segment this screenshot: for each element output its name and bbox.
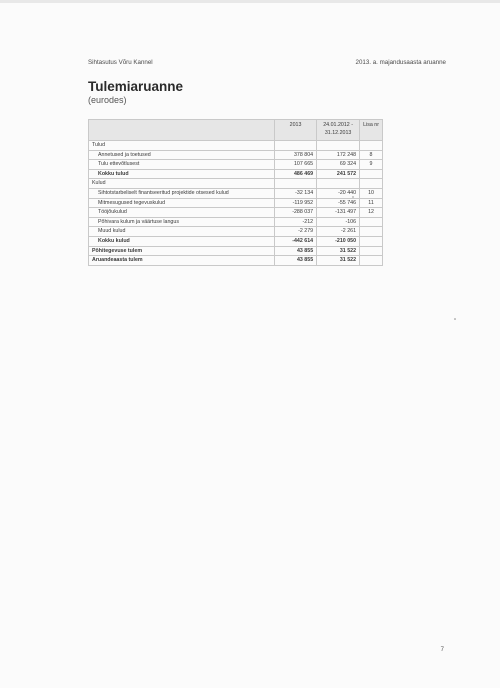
page-title: Tulemiaruanne xyxy=(88,79,184,94)
row-note xyxy=(360,141,383,151)
table-row xyxy=(89,227,383,237)
income-statement-table xyxy=(88,119,383,266)
header-period xyxy=(317,120,360,141)
table-row xyxy=(89,169,383,179)
row-label: Mitmesugused tegevuskulud xyxy=(89,198,275,208)
organization-name: Sihtasutus Võru Kannel xyxy=(88,59,153,66)
row-label: Tulu ettevõtlusest xyxy=(89,160,275,170)
row-label: Põhivara kulum ja väärtuse langus xyxy=(89,217,275,227)
row-value-prior-period: 172 248 xyxy=(317,150,360,160)
row-value-prior-period: 31 522 xyxy=(317,246,360,256)
table-body xyxy=(89,141,383,266)
header-period-line2: 31.12.2013 xyxy=(324,129,352,136)
table-row xyxy=(89,236,383,246)
table-row xyxy=(89,256,383,266)
table-row xyxy=(89,198,383,208)
row-label: Põhitegevuse tulem xyxy=(89,246,275,256)
row-note xyxy=(360,169,383,179)
row-label: Annetused ja toetused xyxy=(89,150,275,160)
table-row xyxy=(89,246,383,256)
scan-speck xyxy=(352,196,354,198)
row-label: Tulud xyxy=(89,141,275,151)
table-row xyxy=(89,179,383,189)
row-value-prior-period: 69 324 xyxy=(317,160,360,170)
row-value-prior-period: -2 261 xyxy=(317,227,360,237)
row-note: 11 xyxy=(360,198,383,208)
row-value-prior-period: -106 xyxy=(317,217,360,227)
page-subtitle: (eurodes) xyxy=(88,95,127,105)
row-value-2013 xyxy=(274,179,316,189)
row-note: 9 xyxy=(360,160,383,170)
row-value-2013: 486 469 xyxy=(274,169,316,179)
header-label-cell xyxy=(89,120,275,141)
row-value-2013: 43 855 xyxy=(274,246,316,256)
row-value-2013: -2 279 xyxy=(274,227,316,237)
row-value-prior-period: -131 497 xyxy=(317,208,360,218)
report-name: 2013. a. majandusaasta aruanne xyxy=(355,59,446,66)
row-label: Muud kulud xyxy=(89,227,275,237)
row-value-prior-period xyxy=(317,141,360,151)
page-number: 7 xyxy=(440,647,444,653)
row-value-2013: -212 xyxy=(274,217,316,227)
row-value-2013: 378 804 xyxy=(274,150,316,160)
row-label: Sihtotstarbeliselt finantseeritud projektide otsesed kulud xyxy=(89,188,275,198)
row-note xyxy=(360,179,383,189)
table-row xyxy=(89,160,383,170)
row-label: Tööjõukulud xyxy=(89,208,275,218)
header-year: 2013 xyxy=(274,120,316,141)
header-period-line1: 24.01.2012 - xyxy=(323,122,353,128)
row-value-2013: -288 037 xyxy=(274,208,316,218)
scan-speck xyxy=(454,318,456,320)
table-row xyxy=(89,208,383,218)
row-label: Aruandeaasta tulem xyxy=(89,256,275,266)
row-note xyxy=(360,217,383,227)
row-note xyxy=(360,227,383,237)
table-row xyxy=(89,217,383,227)
row-value-prior-period xyxy=(317,179,360,189)
header-note: Lisa nr xyxy=(360,120,383,141)
row-note xyxy=(360,246,383,256)
row-label: Kokku kulud xyxy=(89,236,275,246)
row-note: 8 xyxy=(360,150,383,160)
row-note: 10 xyxy=(360,188,383,198)
row-value-prior-period: 241 572 xyxy=(317,169,360,179)
row-value-2013: -119 952 xyxy=(274,198,316,208)
row-value-prior-period: -55 746 xyxy=(317,198,360,208)
row-value-2013: 43 855 xyxy=(274,256,316,266)
row-note: 12 xyxy=(360,208,383,218)
row-value-prior-period: 31 522 xyxy=(317,256,360,266)
table-row xyxy=(89,141,383,151)
row-value-2013: 107 665 xyxy=(274,160,316,170)
table-header xyxy=(89,120,383,141)
row-value-2013: -32 134 xyxy=(274,188,316,198)
row-label: Kokku tulud xyxy=(89,169,275,179)
row-note xyxy=(360,236,383,246)
row-value-prior-period: -20 440 xyxy=(317,188,360,198)
row-value-prior-period: -210 050 xyxy=(317,236,360,246)
row-label: Kulud xyxy=(89,179,275,189)
row-value-2013 xyxy=(274,141,316,151)
row-note xyxy=(360,256,383,266)
header-row xyxy=(89,120,383,141)
table-row xyxy=(89,150,383,160)
table-row xyxy=(89,188,383,198)
scan-edge xyxy=(0,0,500,3)
row-value-2013: -442 614 xyxy=(274,236,316,246)
